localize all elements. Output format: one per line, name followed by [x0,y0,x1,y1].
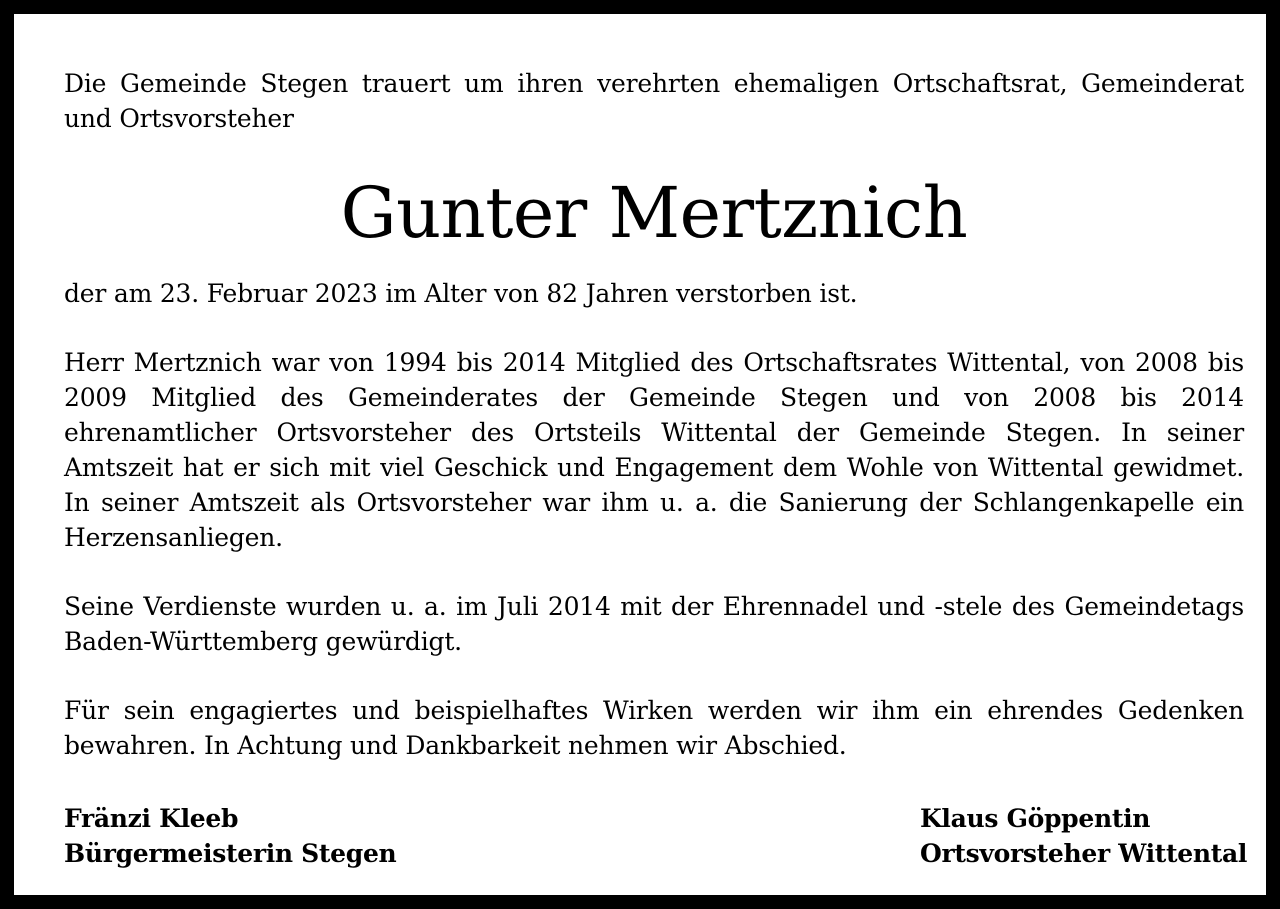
signatory-title-left: Bürgermeisterin Stegen [64,839,397,868]
deceased-name: Gunter Mertznich [340,172,968,254]
tribute-paragraph: Für sein engagiertes und beispielhaftes Wirken werden wir ihm ein ehrendes Gedenken bewahren. In Achtung und Dankbarkeit nehmen wir Abschied. [64,696,1244,760]
signatory-name-left: Fränzi Kleeb [64,804,239,833]
intro-text: Die Gemeinde Stegen trauert um ihren verehrten ehemaligen Ortschaftsrat, Gemeinderat und Ortsvorsteher [64,69,1244,133]
notice-body [64,66,1244,763]
signatory-name-right: Klaus Göppentin [920,804,1151,833]
merits-paragraph: Seine Verdienste wurden u. a. im Juli 2014 mit der Ehrennadel und -stele des Gemeindetags Baden-Württemberg gewürdigt. [64,592,1244,656]
signature-right [920,801,1247,871]
signatory-title-right: Ortsvorsteher Wittental [920,839,1248,868]
biography-paragraph: Herr Mertznich war von 1994 bis 2014 Mitglied des Ortschaftsrates Wittental, von 2008 bis 2009 Mitglied des Gemeinderates der Gemeinde Stegen und von 2008 bis 2014 ehrenamtlicher Ortsvorsteher des Ortsteils Wittental der Gemeinde Stegen. In seiner Amtszeit hat er sich mit viel Geschick und Engagement dem Wohle von Wittental gewidmet. In seiner Amtszeit als Ortsvorsteher war ihm u. a. die Sanierung der Schlangenkapelle ein Herzensanliegen. [64,348,1244,552]
signature-block [64,801,1248,881]
signature-left [64,801,396,871]
death-statement: der am 23. Februar 2023 im Alter von 82 Jahren verstorben ist. [64,279,858,308]
